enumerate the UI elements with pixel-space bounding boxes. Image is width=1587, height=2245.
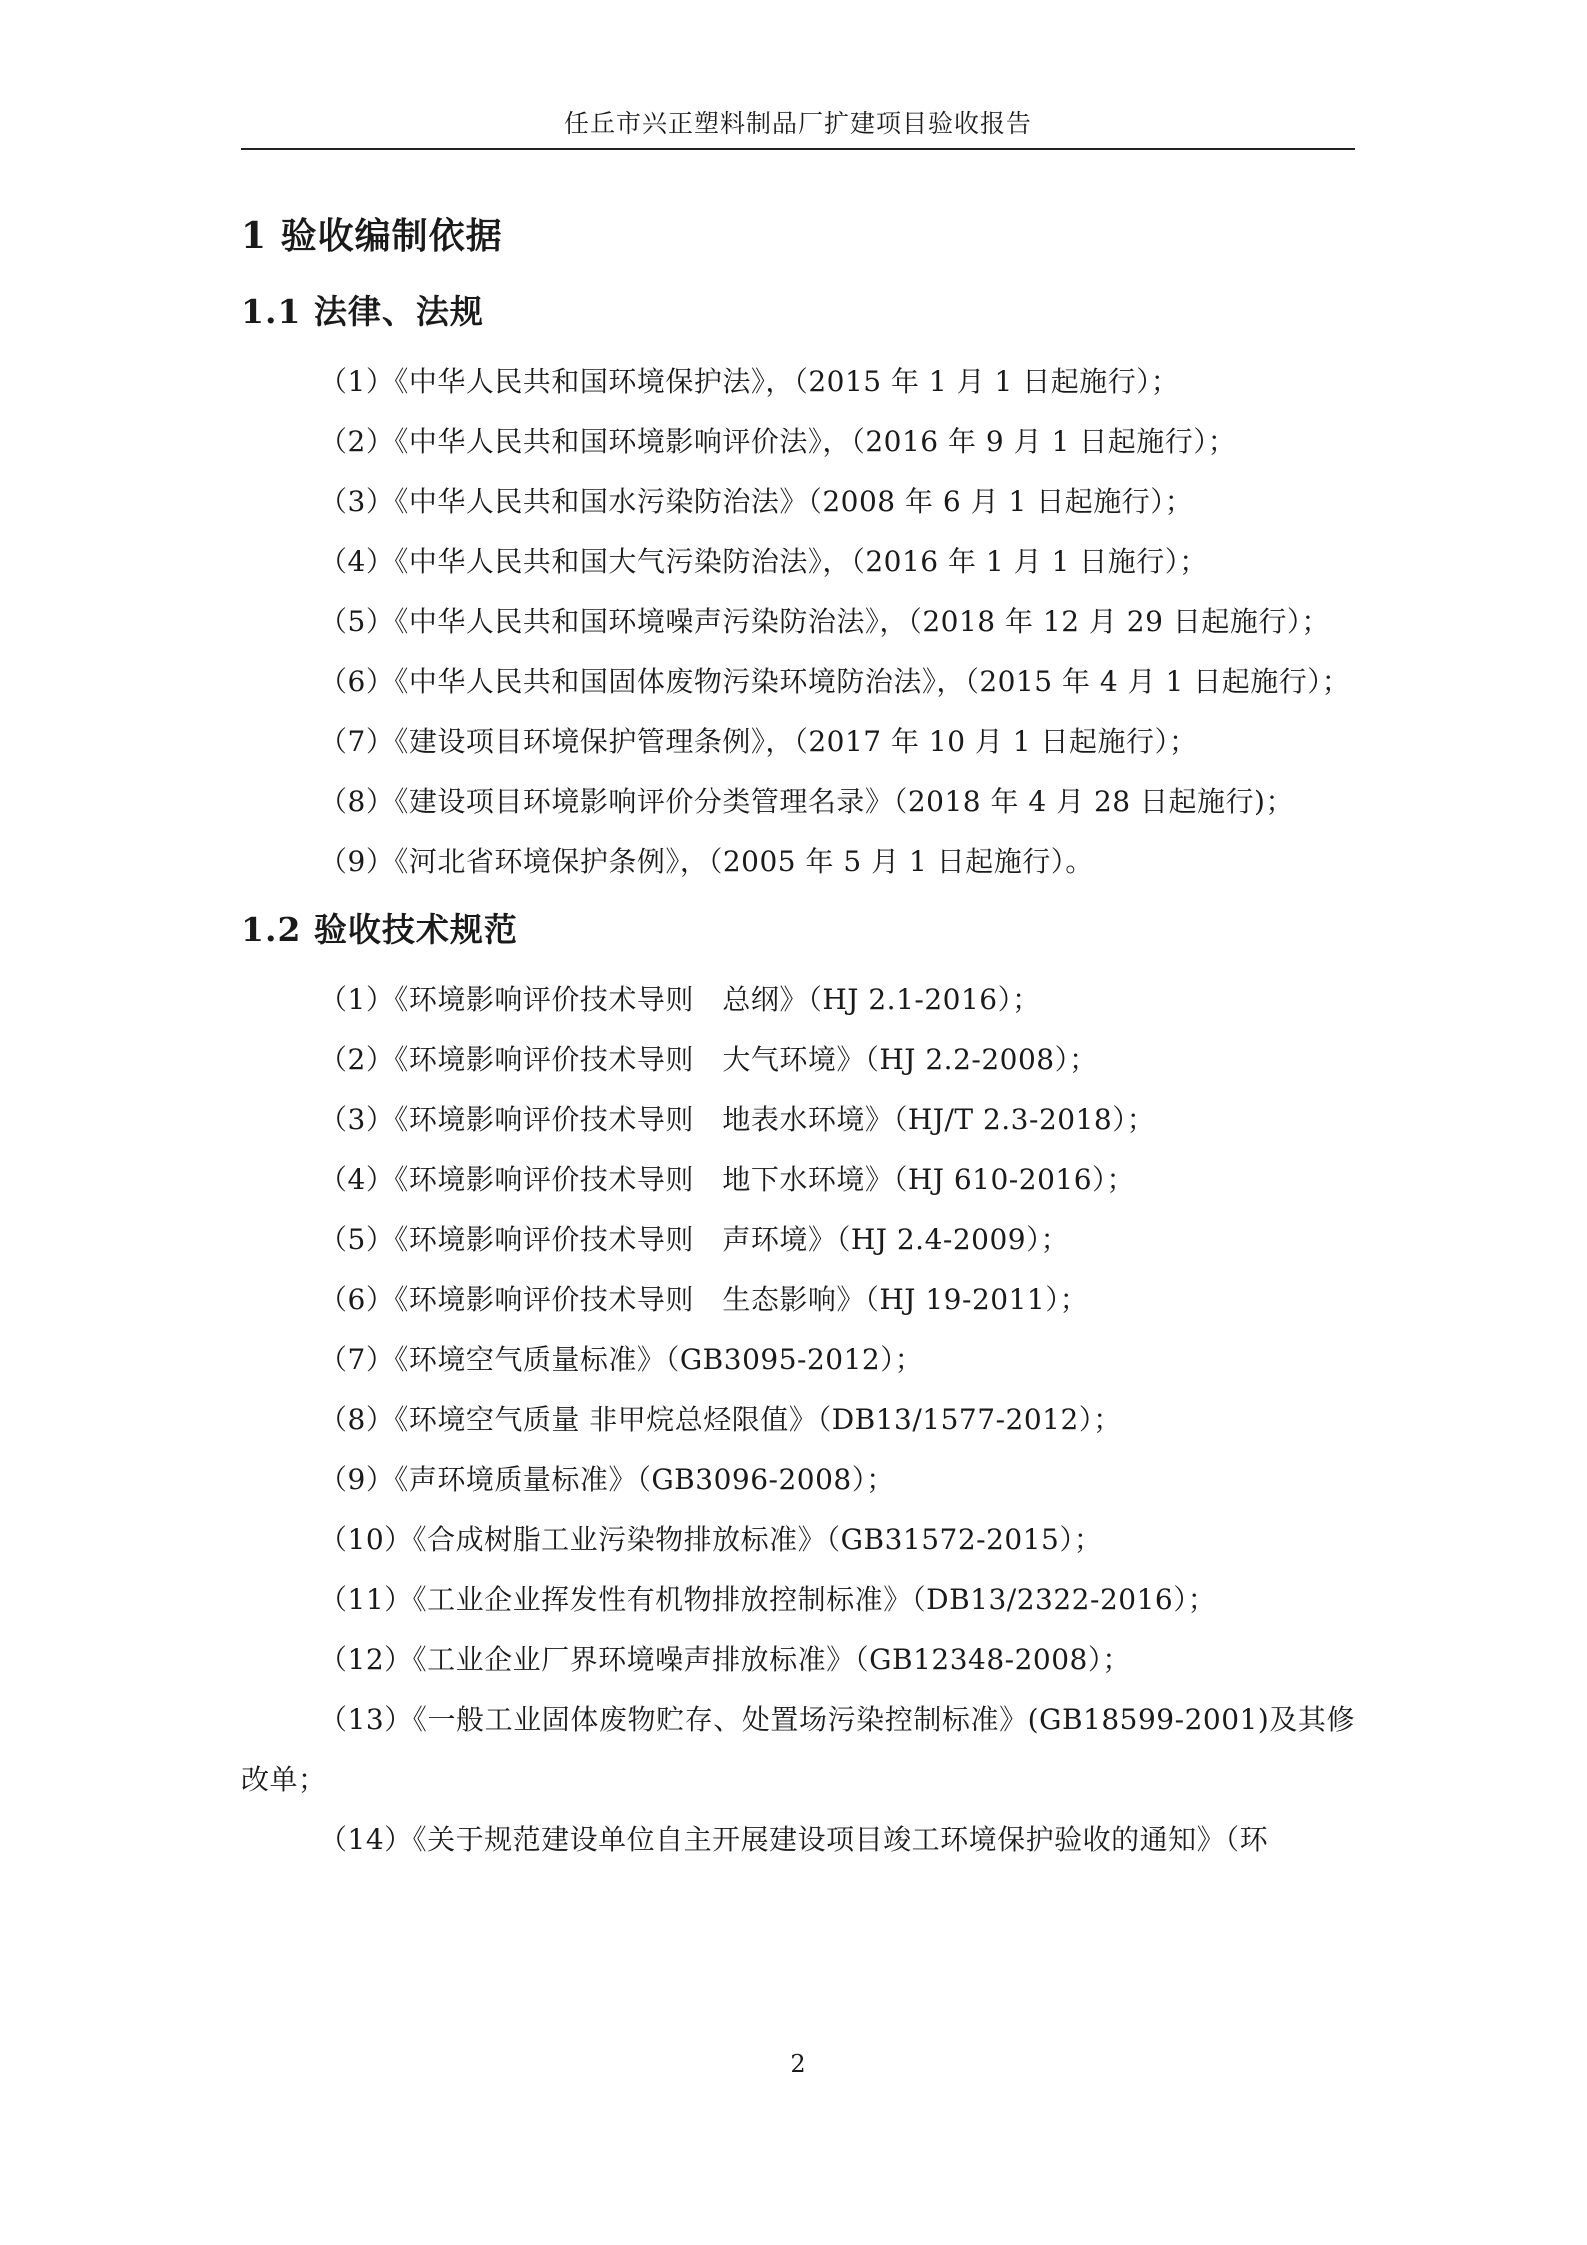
laws-list [241,352,1355,892]
list-item: （5）《环境影响评价技术导则 声环境》（HJ 2.4-2009）； [319,1223,1070,1256]
section-heading-technical-specs: 1.2 验收技术规范 [241,910,518,949]
list-item: （4）《环境影响评价技术导则 地下水环境》（HJ 610-2016）； [319,1163,1136,1196]
list-item: （9）《声环境质量标准》（GB3096-2008）； [319,1463,895,1496]
list-item: （7）《环境空气质量标准》（GB3095-2012）； [319,1343,924,1376]
list-item: （10）《合成树脂工业污染物排放标准》（GB31572-2015）； [319,1523,1103,1556]
list-item: （3）《环境影响评价技术导则 地表水环境》（HJ/T 2.3-2018）； [319,1103,1156,1136]
header-rule [241,148,1355,150]
list-item: （6）《环境影响评价技术导则 生态影响》（HJ 19-2011）； [319,1283,1089,1316]
section-technical-specs [241,904,1355,1870]
list-item: （14）《关于规范建设单位自主开展建设项目竣工环境保护验收的通知》（环 [319,1823,1269,1856]
list-item: （12）《工业企业厂界环境噪声排放标准》（GB12348-2008）； [319,1643,1131,1676]
chapter-heading: 1 验收编制依据 [241,215,503,257]
list-item: （8）《建设项目环境影响评价分类管理名录》（2018 年 4 月 28 日起施行)； [319,785,1294,818]
document-body [241,196,1355,1870]
section-heading-laws: 1.1 法律、法规 [241,292,484,331]
list-item: （2）《中华人民共和国环境影响评价法》，（2016 年 9 月 1 日起施行）； [319,425,1237,458]
running-header: 任丘市兴正塑料制品厂扩建项目验收报告 [563,109,1032,138]
section-laws [241,286,1355,892]
list-item: （9）《河北省环境保护条例》，（2005 年 5 月 1 日起施行）。 [319,845,1094,878]
list-item: （1）《环境影响评价技术导则 总纲》（HJ 2.1-2016）； [319,983,1041,1016]
section-spacer [241,892,1355,894]
list-item: （7）《建设项目环境保护管理条例》，（2017 年 10 月 1 日起施行）； [319,725,1198,758]
page-number: 2 [790,2050,806,2078]
list-item: （11）《工业企业挥发性有机物排放控制标准》（DB13/2322-2016）； [319,1583,1217,1616]
list-item: （3）《中华人民共和国水污染防治法》（2008 年 6 月 1 日起施行）； [319,485,1194,518]
list-item: （5）《中华人民共和国环境噪声污染防治法》，（2018 年 12 月 29 日起施行）； [319,605,1330,638]
list-item: （6）《中华人民共和国固体废物污染环境防治法》，（2015 年 4 月 1 日起施行）； [319,665,1351,698]
list-item: （4）《中华人民共和国大气污染防治法》，（2016 年 1 月 1 日施行）； [319,545,1208,578]
list-item: （1）《中华人民共和国环境保护法》，（2015 年 1 月 1 日起施行）； [319,365,1180,398]
list-item: （2）《环境影响评价技术导则 大气环境》（HJ 2.2-2008）； [319,1043,1098,1076]
technical-specs-list [241,970,1355,1870]
list-item: （8）《环境空气质量 非甲烷总烃限值》（DB13/1577-2012）； [319,1403,1122,1436]
list-item: （13）《一般工业固体废物贮存、处置场污染控制标准》(GB18599-2001)及其修改单； [241,1703,1355,1796]
